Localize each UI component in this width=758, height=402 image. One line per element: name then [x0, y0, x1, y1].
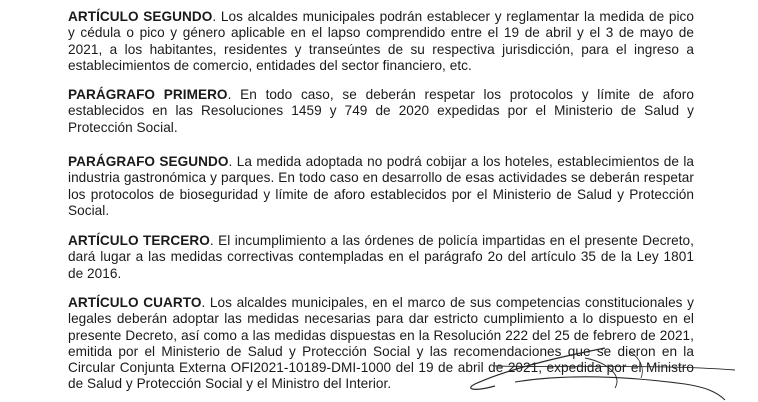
articulo-segundo-paragraph	[68, 9, 694, 74]
articulo-tercero-body: . El incumplimiento a las órdenes de policía impartidas en el presente Decreto, dará lugar a las medidas correctivas contempladas en el parágrafo 2o del artículo 35 de la Ley 1801 de 2016.	[68, 233, 694, 281]
articulo-cuarto-heading: ARTÍCULO CUARTO	[68, 295, 202, 310]
articulo-tercero-paragraph	[68, 233, 694, 282]
articulo-tercero-heading: ARTÍCULO TERCERO	[68, 233, 210, 248]
paragrafo-segundo-heading: PARÁGRAFO SEGUNDO	[68, 154, 229, 169]
paragrafo-primero-heading: PARÁGRAFO PRIMERO	[68, 87, 228, 102]
articulo-segundo-body: . Los alcaldes municipales podrán establecer y reglamentar la medida de pico y cédula o pico y género aplicable en el lapso comprendido entre el 19 de abril y el 3 de mayo de 2021, a los habitantes, residentes y transeúntes de su respectiva jurisdicción, para el ingreso a establecimientos de comercio, entidades del sector financiero, etc.	[68, 9, 694, 73]
articulo-segundo-heading: ARTÍCULO SEGUNDO	[68, 9, 213, 24]
paragrafo-primero-paragraph	[68, 87, 694, 136]
articulo-cuarto-body: . Los alcaldes municipales, en el marco de sus competencias constitucionales y legales deberán adoptar las medidas necesarias para dar estricto cumplimiento a lo dispuesto en el presente Decreto, así como a las medidas dispuestas en la Resolución 222 del 25 de febrero de 2021, emitida por el Ministerio de Salud y Protección Social y las recomendaciones que se dieron en la Circular Conjunta Externa OFI2021-10189-DMI-1000 del 19 de abril de 2021, expedida por el Ministro de Salud y Protección Social y el Ministro del Interior.	[68, 295, 695, 392]
paragrafo-segundo-paragraph	[68, 154, 694, 219]
paragrafo-primero-body: . En todo caso, se deberán respetar los protocolos y límite de aforo establecidos en las Resoluciones 1459 y 749 de 2020 expedidas por el Ministerio de Salud y Protección Social.	[68, 87, 694, 135]
paragrafo-segundo-body: . La medida adoptada no podrá cobijar a los hoteles, establecimientos de la industria gastronómica y parques. En todo caso en desarrollo de esas actividades se deberán respetar los protocolos de bioseguridad y límite de aforo establecidos por el Ministerio de Salud y Protección Social.	[68, 154, 695, 218]
articulo-cuarto-paragraph	[68, 295, 694, 393]
